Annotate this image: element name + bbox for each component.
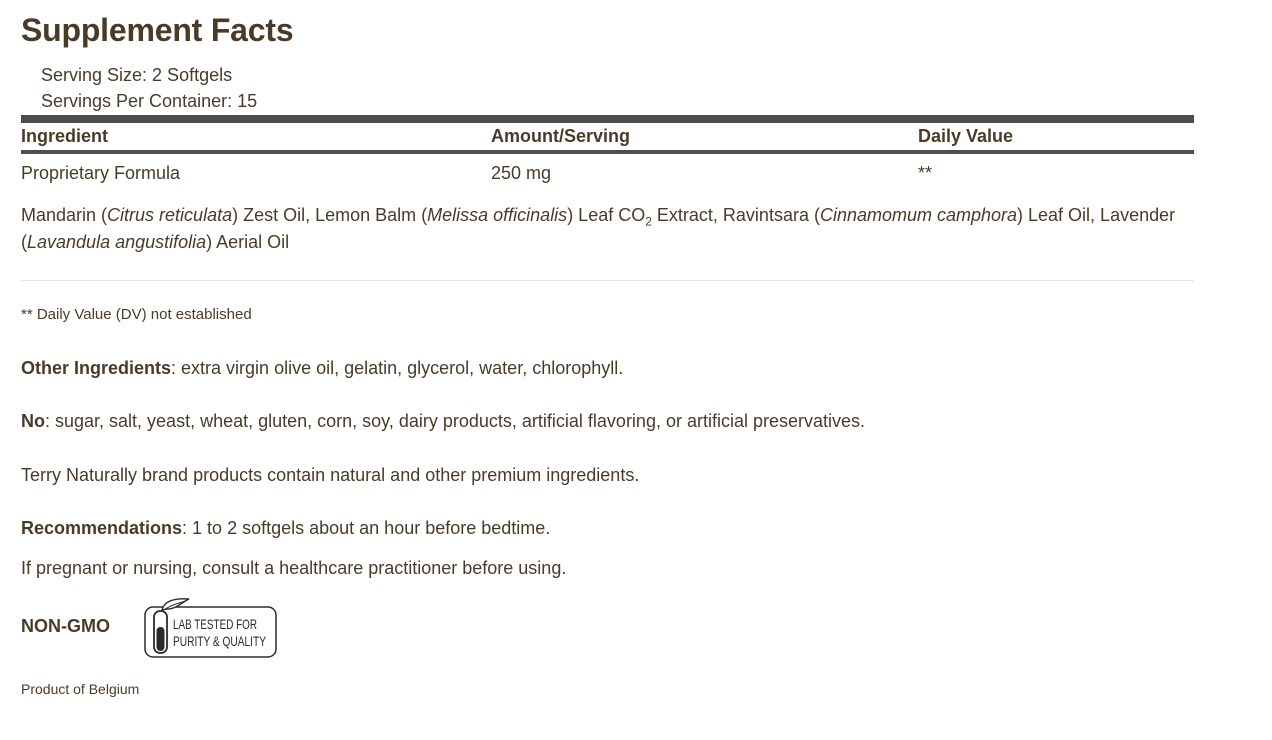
page-title: Supplement Facts <box>21 12 294 48</box>
latin-name: Melissa officinalis <box>427 205 568 225</box>
lab-tested-badge <box>144 597 277 659</box>
serving-size: Serving Size: 2 Softgels <box>41 65 233 85</box>
blend-text: ) Leaf CO <box>567 205 646 225</box>
lab-badge-line1: LAB TESTED FOR <box>173 616 257 632</box>
free-from-label: No <box>21 411 45 431</box>
product-origin: Product of Belgium <box>21 681 140 697</box>
latin-name: Lavandula angustifolia <box>27 232 207 252</box>
recommendations-label: Recommendations <box>21 518 183 538</box>
blend-text: ) Zest Oil, Lemon Balm ( <box>232 205 428 225</box>
lab-badge-line2: PURITY & QUALITY <box>173 633 267 649</box>
table-row <box>21 163 1194 185</box>
table-header-rule <box>21 150 1194 154</box>
free-from-text: : sugar, salt, yeast, wheat, gluten, corn, soy, dairy products, artificial flavoring, or artificial preservatives. <box>45 411 866 431</box>
recommendations <box>21 518 550 539</box>
brand-statement: Terry Naturally brand products contain natural and other premium ingredients. <box>21 465 640 485</box>
other-ingredients-label: Other Ingredients <box>21 358 172 378</box>
row-ingredient: Proprietary Formula <box>21 163 181 183</box>
recommendations-text: : 1 to 2 softgels about an hour before bedtime. <box>182 518 551 538</box>
co2-subscript: 2 <box>645 214 652 229</box>
blend-text: Mandarin ( <box>21 205 108 225</box>
header-ingredient: Ingredient <box>21 126 109 146</box>
blend-text: Extract, Ravintsara ( <box>651 205 820 225</box>
daily-value-note: ** Daily Value (DV) not established <box>21 306 252 323</box>
other-ingredients <box>21 358 623 379</box>
divider <box>21 280 1194 281</box>
other-ingredients-text: : extra virgin olive oil, gelatin, glycerol, water, chlorophyll. <box>171 358 624 378</box>
latin-name: Cinnamomum camphora <box>819 205 1018 225</box>
servings-per-container: Servings Per Container: 15 <box>41 91 258 111</box>
latin-name: Citrus reticulata <box>107 205 233 225</box>
blend-text: ) Aerial Oil <box>206 232 290 252</box>
row-amount: 250 mg <box>491 163 552 183</box>
free-from-list <box>21 411 865 432</box>
blend-text: ) Leaf Oil, Lavender ( <box>21 205 1176 252</box>
header-amount: Amount/Serving <box>491 126 631 146</box>
blend-ingredients <box>21 202 1194 256</box>
non-gmo-badge: NON-GMO <box>21 616 110 636</box>
row-daily-value: ** <box>918 163 933 183</box>
table-top-rule <box>21 115 1194 123</box>
table-header-row <box>21 126 1194 148</box>
pregnancy-warning: If pregnant or nursing, consult a healthcare practitioner before using. <box>21 558 567 578</box>
header-daily-value: Daily Value <box>918 126 1014 146</box>
